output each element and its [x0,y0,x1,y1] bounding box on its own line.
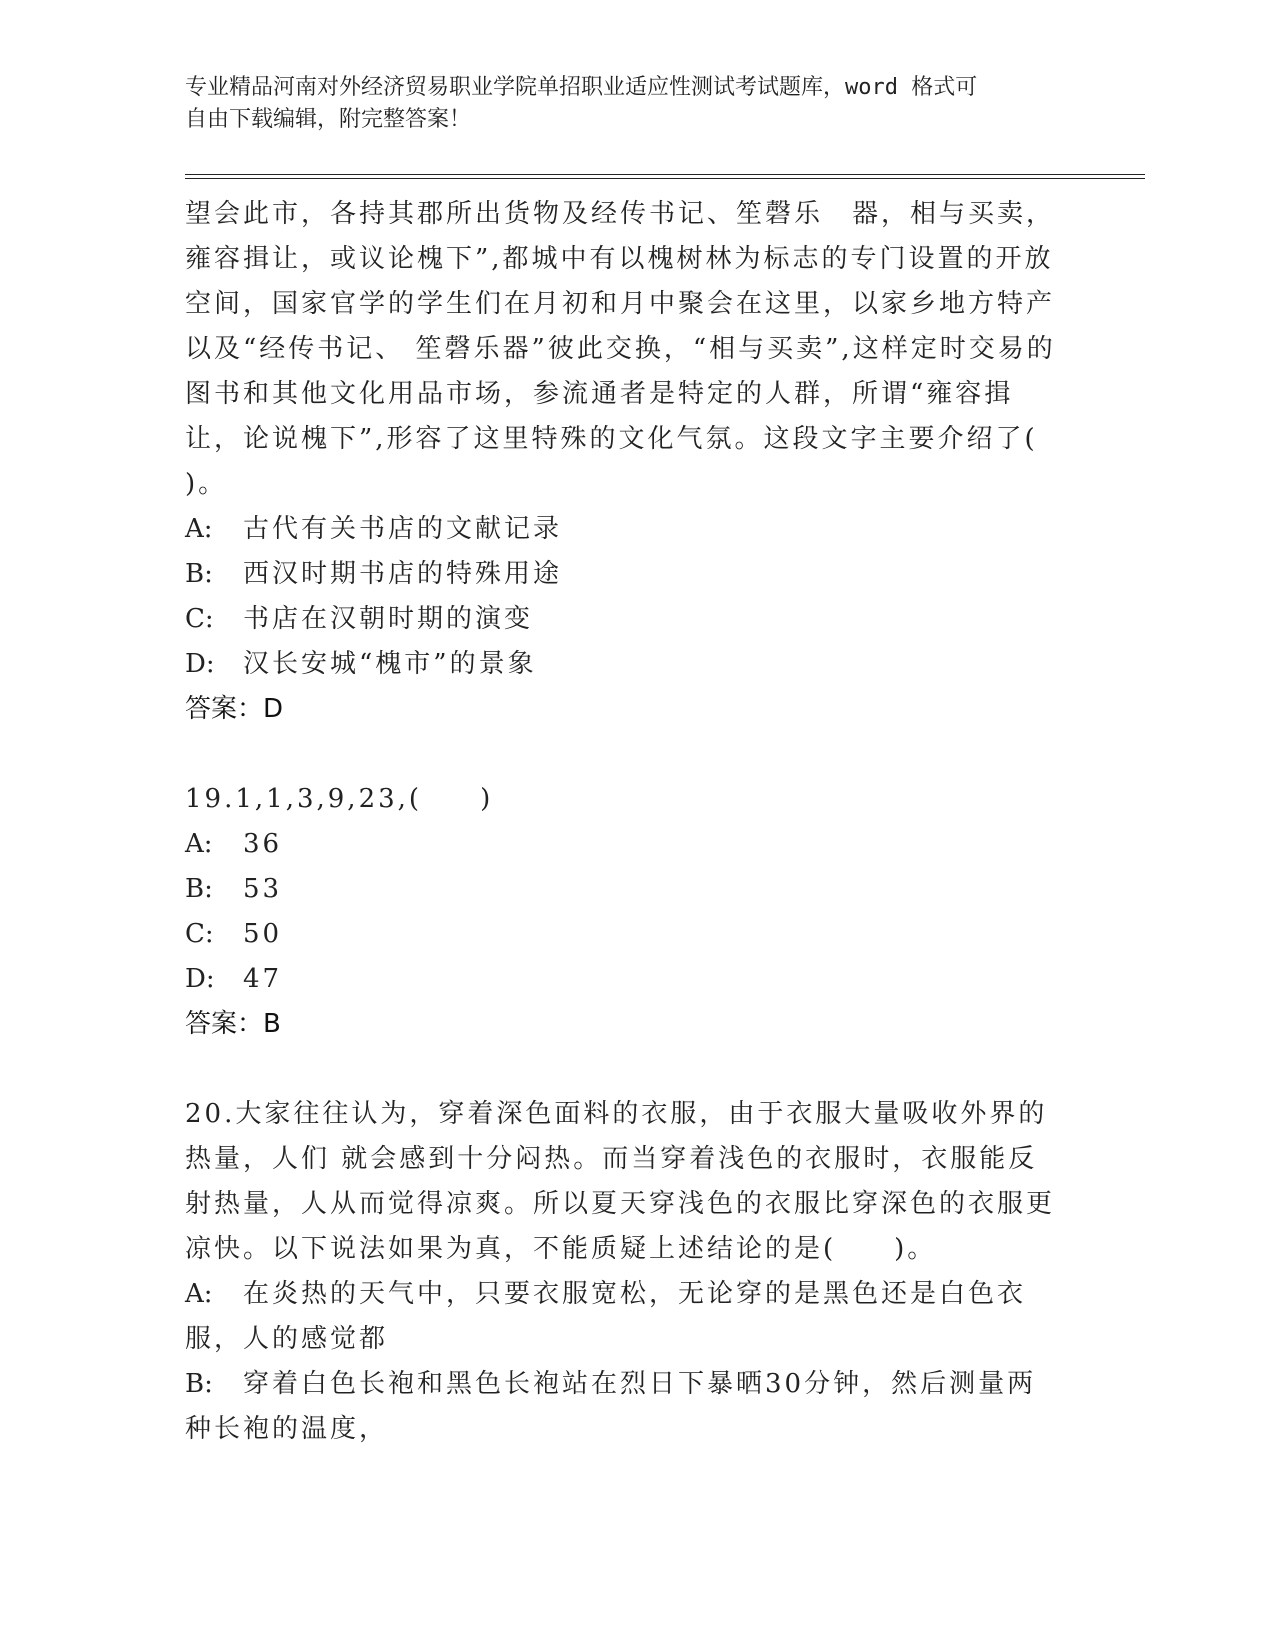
question-20-option-a [185,1272,1065,1362]
option-key: A: [185,1279,213,1309]
question-20 [185,1092,1065,1452]
option-text: 汉长安城“槐市”的景象 [243,649,537,679]
option-key: B: [185,874,213,904]
header-divider [185,174,1145,179]
question-18-answer: 答案：D [185,694,284,724]
option-text: 36 [243,829,283,859]
question-18-option-d [185,642,1065,687]
option-key: D: [185,964,215,994]
header-line-1: 专业精品河南对外经济贸易职业学院单招职业适应性测试考试题库，word 格式可 [185,75,978,100]
option-text: 53 [243,874,283,904]
question-19 [185,777,1065,1047]
option-key: B: [185,1369,213,1399]
option-text: 穿着白色长袍和黑色长袍站在烈日下暴晒30分钟，然后测量两种长袍的温度， [185,1369,1037,1444]
question-19-text: 19.1,1,3,9,23,( ) [185,784,494,814]
option-text: 47 [243,964,283,994]
header-line-2: 自由下载编辑，附完整答案！ [185,107,472,132]
option-key: C: [185,604,214,634]
question-18-option-b [185,552,1065,597]
page-header [185,72,1065,136]
option-text: 50 [243,919,283,949]
option-text: 在炎热的天气中，只要衣服宽松，无论穿的是黑色还是白色衣服，人的感觉都 [185,1279,1027,1354]
question-18-option-c [185,597,1065,642]
spacer [185,1047,1065,1092]
question-19-option-a [185,822,1065,867]
question-19-answer: 答案：B [185,1009,281,1039]
spacer [185,732,1065,777]
option-text: 古代有关书店的文献记录 [243,514,563,544]
option-key: C: [185,919,214,949]
option-key: A: [185,514,213,544]
option-text: 西汉时期书店的特殊用途 [243,559,563,589]
question-19-option-d [185,957,1065,1002]
page-content [185,192,1096,1452]
option-key: D: [185,649,215,679]
question-18-text: 望会此市，各持其郡所出货物及经传书记、笙磬乐 器，相与买卖，雍容揖让，或议论槐下”,都城中有以槐树林为标志的专门设置的开放空间，国家官学的学生们在月初和月中聚会在这里，以家乡地方特产以及“经传书记、 笙磬乐器”彼此交换，“相与买卖”,这样定时交易的图书和其他文化用品市场，参流通者是特定的人群，所谓“雍容揖让，论说槐下”,形容了这里特殊的文化气氛。这段文字主要介绍了( )。 [185,199,1096,499]
question-20-option-b [185,1362,1065,1452]
option-key: A: [185,829,213,859]
option-text: 书店在汉朝时期的演变 [243,604,534,634]
question-18 [185,192,1096,732]
question-19-option-c [185,912,1065,957]
question-20-text: 20.大家往往认为，穿着深色面料的衣服，由于衣服大量吸收外界的热量，人们 就会感到十分闷热。而当穿着浅色的衣服时，衣服能反射热量，人从而觉得凉爽。所以夏天穿浅色的衣服比穿深色的衣服更凉快。以下说法如果为真，不能质疑上述结论的是( )。 [185,1099,1056,1264]
option-key: B: [185,559,213,589]
question-18-option-a [185,507,1065,552]
question-19-option-b [185,867,1065,912]
